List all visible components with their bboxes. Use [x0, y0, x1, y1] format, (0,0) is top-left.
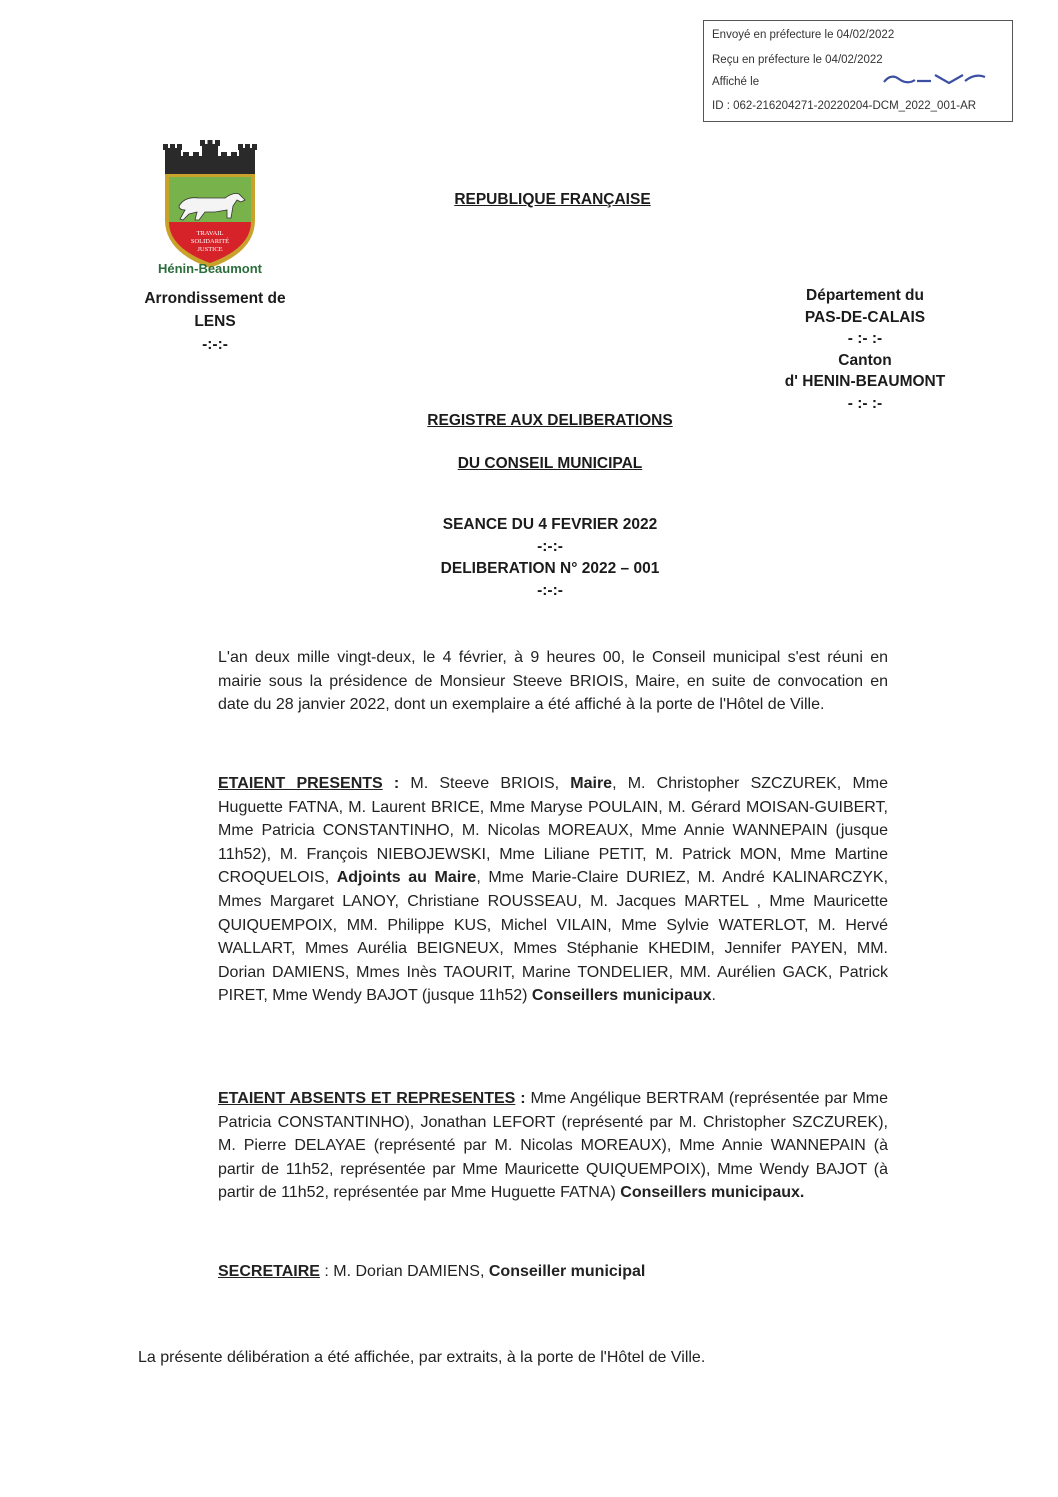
city-name-caption: Hénin-Beaumont	[158, 261, 262, 276]
separator: -:-:-	[537, 538, 563, 555]
stamp-received-date: Reçu en préfecture le 04/02/2022	[712, 54, 883, 66]
motto-line-3: JUSTICE	[197, 246, 223, 253]
absents-label: ETAIENT ABSENTS ET REPRESENTES	[218, 1090, 516, 1107]
footer-note: La présente délibération a été affichée, par extraits, à la porte de l'Hôtel de Ville.	[138, 1349, 706, 1366]
registre-title: REGISTRE AUX DELIBERATIONS	[427, 412, 673, 429]
seance-block	[330, 514, 770, 602]
intro-paragraph: L'an deux mille vingt-deux, le 4 février, à 9 heures 00, le Conseil municipal s'est réuni en mairie sous la présidence de Monsieur Steeve BRIOIS, Maire, en suite de convocation en date du 28 janvier 2022, dont un exemplaire a été affiché à la porte de l'Hôtel de Ville.	[218, 649, 888, 714]
arrondissement-block: Arrondissement de LENS -:-:-	[144, 290, 286, 353]
presents-paragraph: ETAIENT PRESENTS : M. Steeve BRIOIS, Maire, M. Christopher SZCZUREK, Mme Huguette FATNA, M. Laurent BRICE, Mme Maryse POULAIN, M. Gérard MOISAN-GUIBERT, Mme Patricia CONSTANTINHO, M. Nicolas MOREAUX, Mme Annie WANNEPAIN (jusque 11h52), M. François NIEBOJEWSKI, Mme Liliane PETIT, M. Patrick MON, Mme Martine CROQUELOIS, Adjoints au Maire, Mme Marie-Claire DURIEZ, M. André KALINARCZYK, Mmes Margaret LANOY, Christiane ROUSSEAU, M. Jacques MARTEL , Mme Mauricette QUIQUEMPOIX, MM. Philippe KUS, Michel VILAIN, Mme Sylvie WATERLOT, M. Hervé WALLART, Mmes Aurélia BEIGNEUX, Mmes Stéphanie KHEDIM, Jennifer PAYEN, MM. Dorian DAMIENS, Mmes Inès TAOURIT, Marine TONDELIER, MM. Aurélien GACK, Patrick PIRET, Mme Wendy BAJOT (jusque 11h52) Conseillers municipaux.	[218, 775, 889, 1005]
presents-label: ETAIENT PRESENTS	[218, 775, 383, 792]
separator: -:-:-	[537, 582, 563, 599]
stamp-posted-label: Affiché le	[712, 76, 760, 88]
departement-block: Département du PAS-DE-CALAIS - :- :- Canton d' HENIN-BEAUMONT - :- :-	[784, 287, 946, 412]
motto-line-2: SOLIDARITÉ	[190, 238, 230, 245]
conseil-title: DU CONSEIL MUNICIPAL	[457, 455, 643, 472]
absents-paragraph: ETAIENT ABSENTS ET REPRESENTES : Mme Angélique BERTRAM (représentée par Mme Patricia CONSTANTINHO), Jonathan LEFORT (représenté par M. Christopher SZCZUREK), M. Pierre DELAYAE (représenté par M. Nicolas MOREAUX), Mme Annie WANNEPAIN (à partir de 11h52, représentée par Mme Mauricette QUIQUEMPOIX), Mme Wendy BAJOT (à partir de 11h52, représentée par Mme Huguette FATNA) Conseillers municipaux.	[218, 1090, 889, 1202]
castle-towers-icon	[163, 140, 257, 178]
stamp-sent-date: Envoyé en préfecture le 04/02/2022	[712, 29, 895, 41]
motto-line-1: TRAVAIL	[196, 230, 224, 237]
seance-date: SEANCE DU 4 FEVRIER 2022	[442, 516, 658, 533]
secretaire-label: SECRETAIRE	[218, 1263, 320, 1280]
republique-heading: REPUBLIQUE FRANÇAISE	[454, 191, 651, 208]
city-coat-of-arms-logo	[155, 140, 265, 275]
prefecture-stamp	[703, 20, 1013, 122]
stamp-signature-mark	[879, 69, 989, 89]
deliberation-number: DELIBERATION N° 2022 – 001	[440, 560, 660, 577]
secretaire-paragraph: SECRETAIRE : M. Dorian DAMIENS, Conseiller municipal	[218, 1263, 646, 1280]
stamp-id: ID : 062-216204271-20220204-DCM_2022_001-AR	[712, 100, 977, 112]
